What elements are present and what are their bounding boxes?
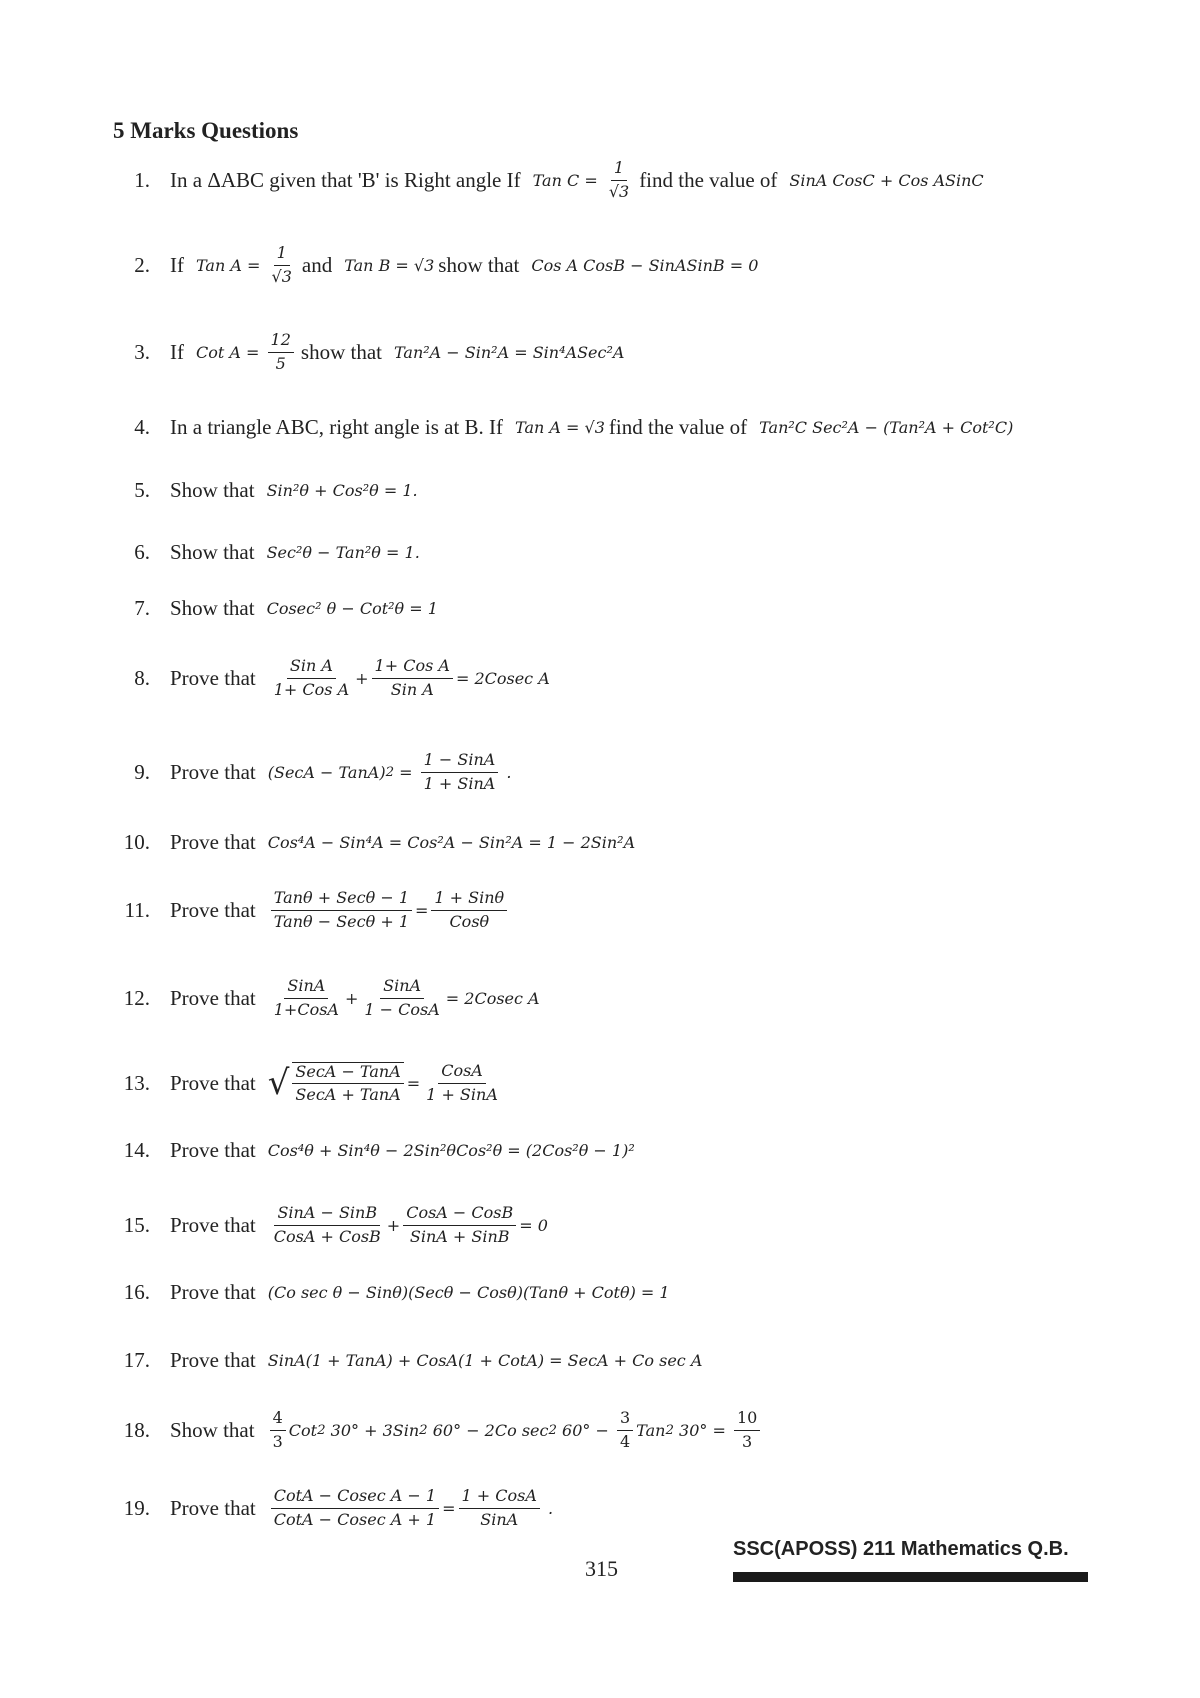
question-text: Prove that: [170, 897, 256, 922]
question-number: 15.: [123, 1212, 150, 1237]
question-text: Show that: [170, 477, 255, 502]
math-expression: Cos A CosB − SinASinB = 0: [531, 255, 759, 275]
math-expression: Cot A = $\frac{12}{5}$: [196, 331, 297, 373]
question-number: 13.: [123, 1070, 150, 1095]
math-expression: Sin²θ + Cos²θ = 1.: [266, 480, 418, 500]
question-text: Prove that: [170, 829, 256, 854]
question-text: Show that: [170, 539, 255, 564]
question-text: If: [170, 339, 184, 364]
question-number: 4.: [134, 414, 150, 439]
question-12: [0, 968, 1120, 1028]
section-title: 5 Marks Questions: [113, 118, 299, 143]
question-text: Prove that: [170, 759, 256, 784]
question-17: [0, 1330, 1120, 1390]
math-expression: √ $\frac{\text{SecA − TanA}}{\text{SecA + TanA}}$ = $\frac{\text{CosA}}{\text{1 + SinA}}$: [267, 1061, 498, 1104]
math-expression: (SecA − TanA) 2 = $\frac{\text{1 − SinA}}{\text{1 + SinA}}$ .: [267, 750, 512, 793]
question-number: 16.: [123, 1279, 150, 1304]
math-expression: $\frac{\text{Tanθ + Secθ − 1}}{\text{Tanθ − Secθ + 1}}$ = $\frac{\text{1 + Sinθ}}{\text{Cosθ}}$: [268, 889, 510, 931]
question-text: In a triangle ABC, right angle is at B. If: [170, 414, 504, 439]
question-number: 7.: [134, 595, 150, 620]
math-expression: Tan²C Sec²A − (Tan²A + Cot²C): [759, 417, 1014, 437]
question-5: [0, 460, 1120, 520]
question-7: [0, 578, 1120, 638]
question-text: In a ΔABC given that 'B' is Right angle If: [170, 167, 521, 192]
book-title: SSC(APOSS) 211 Mathematics Q.B.: [733, 1538, 1069, 1560]
math-expression: Cos⁴θ + Sin⁴θ − 2Sin²θCos²θ = (2Cos²θ − 1)²: [267, 1140, 635, 1160]
math-expression: $\frac{4}{3}$ Cot 2 30° + 3Sin 2 60° − 2Co sec 2 60° − $\frac{3}{4}$ Tan 2 30° = $\frac{10}{3}$: [267, 1409, 764, 1451]
question-text: Prove that: [170, 1070, 256, 1095]
math-expression: $\frac{\text{CotA − Cosec A − 1}}{\text{CotA − Cosec A + 1}}$ = $\frac{\text{1 + CosA}}{\text{SinA}}$ .: [268, 1487, 553, 1529]
math-expression: Tan B = √3: [344, 255, 435, 275]
math-expression: $\frac{\text{SinA}}{\text{1+CosA}}$ + $\frac{\text{SinA}}{\text{1 − CosA}}$ = 2Cosec A: [273, 976, 540, 1019]
question-number: 2.: [134, 252, 150, 277]
question-text: find the value of: [608, 414, 748, 439]
question-14: [0, 1120, 1120, 1180]
question-number: 5.: [134, 477, 150, 502]
question-6: [0, 522, 1120, 582]
question-number: 17.: [123, 1347, 150, 1372]
question-number: 19.: [123, 1495, 150, 1520]
question-10: [0, 812, 1120, 872]
question-number: 9.: [134, 759, 150, 784]
question-text: Prove that: [170, 1347, 256, 1372]
question-2: [0, 235, 1120, 295]
question-text: Show that: [170, 1417, 255, 1442]
math-expression: SinA(1 + TanA) + CosA(1 + CotA) = SecA + Co sec A: [267, 1350, 703, 1370]
math-expression: Sec²θ − Tan²θ = 1.: [266, 542, 420, 562]
math-expression: Tan²A − Sin²A = Sin⁴ASec²A: [393, 342, 625, 362]
question-number: 14.: [123, 1137, 150, 1162]
math-expression: Tan A = $\frac{1}{√3}$: [196, 243, 292, 286]
question-1: [0, 150, 1120, 210]
question-8: [0, 648, 1120, 708]
question-text: show that: [300, 339, 382, 364]
question-text: Prove that: [170, 1212, 256, 1237]
question-15: [0, 1195, 1120, 1255]
question-text: Prove that: [170, 1279, 256, 1304]
question-text: find the value of: [639, 167, 778, 192]
question-number: 8.: [134, 665, 150, 690]
question-9: [0, 742, 1120, 802]
math-expression: $\frac{\text{SinA − SinB}}{\text{CosA + CosB}}$ + $\frac{\text{CosA − CosB}}{\text{SinA + SinB}}$ = 0: [273, 1203, 548, 1246]
question-text: If: [170, 252, 184, 277]
question-16: [0, 1262, 1120, 1322]
question-11: [0, 880, 1120, 940]
question-3: [0, 322, 1120, 382]
question-number: 12.: [123, 985, 150, 1010]
question-number: 6.: [134, 539, 150, 564]
question-4: [0, 397, 1120, 457]
question-13: [0, 1053, 1120, 1113]
footer-rule: [733, 1572, 1088, 1582]
question-text: Prove that: [170, 665, 256, 690]
question-19: [0, 1478, 1120, 1538]
math-expression: Tan A = √3: [515, 417, 605, 437]
question-number: 1.: [134, 167, 150, 192]
math-expression: SinA CosC + Cos ASinC: [789, 170, 984, 190]
question-text: and: [301, 252, 333, 277]
math-expression: Cosec² θ − Cot²θ = 1: [266, 598, 438, 618]
question-number: 11.: [124, 897, 150, 922]
question-text: Prove that: [170, 1495, 256, 1520]
question-text: Show that: [170, 595, 255, 620]
question-text: show that: [438, 252, 520, 277]
question-number: 18.: [123, 1417, 150, 1442]
math-expression: $\frac{\text{Sin A}}{\text{1+ Cos A}}$ + $\frac{\text{1+ Cos A}}{\text{Sin A}}$ = 2Cosec A: [273, 656, 550, 699]
question-text: Prove that: [170, 985, 256, 1010]
page-number: 315: [585, 1556, 618, 1581]
question-number: 3.: [134, 339, 150, 364]
math-expression: (Co sec θ − Sinθ)(Secθ − Cosθ)(Tanθ + Cotθ) = 1: [267, 1282, 670, 1302]
question-number: 10.: [123, 829, 150, 854]
question-text: Prove that: [170, 1137, 256, 1162]
math-expression: Cos⁴A − Sin⁴A = Cos²A − Sin²A = 1 − 2Sin²A: [267, 832, 636, 852]
question-18: [0, 1400, 1120, 1460]
math-expression: Tan C = $\frac{1}{√3}$: [532, 158, 630, 201]
